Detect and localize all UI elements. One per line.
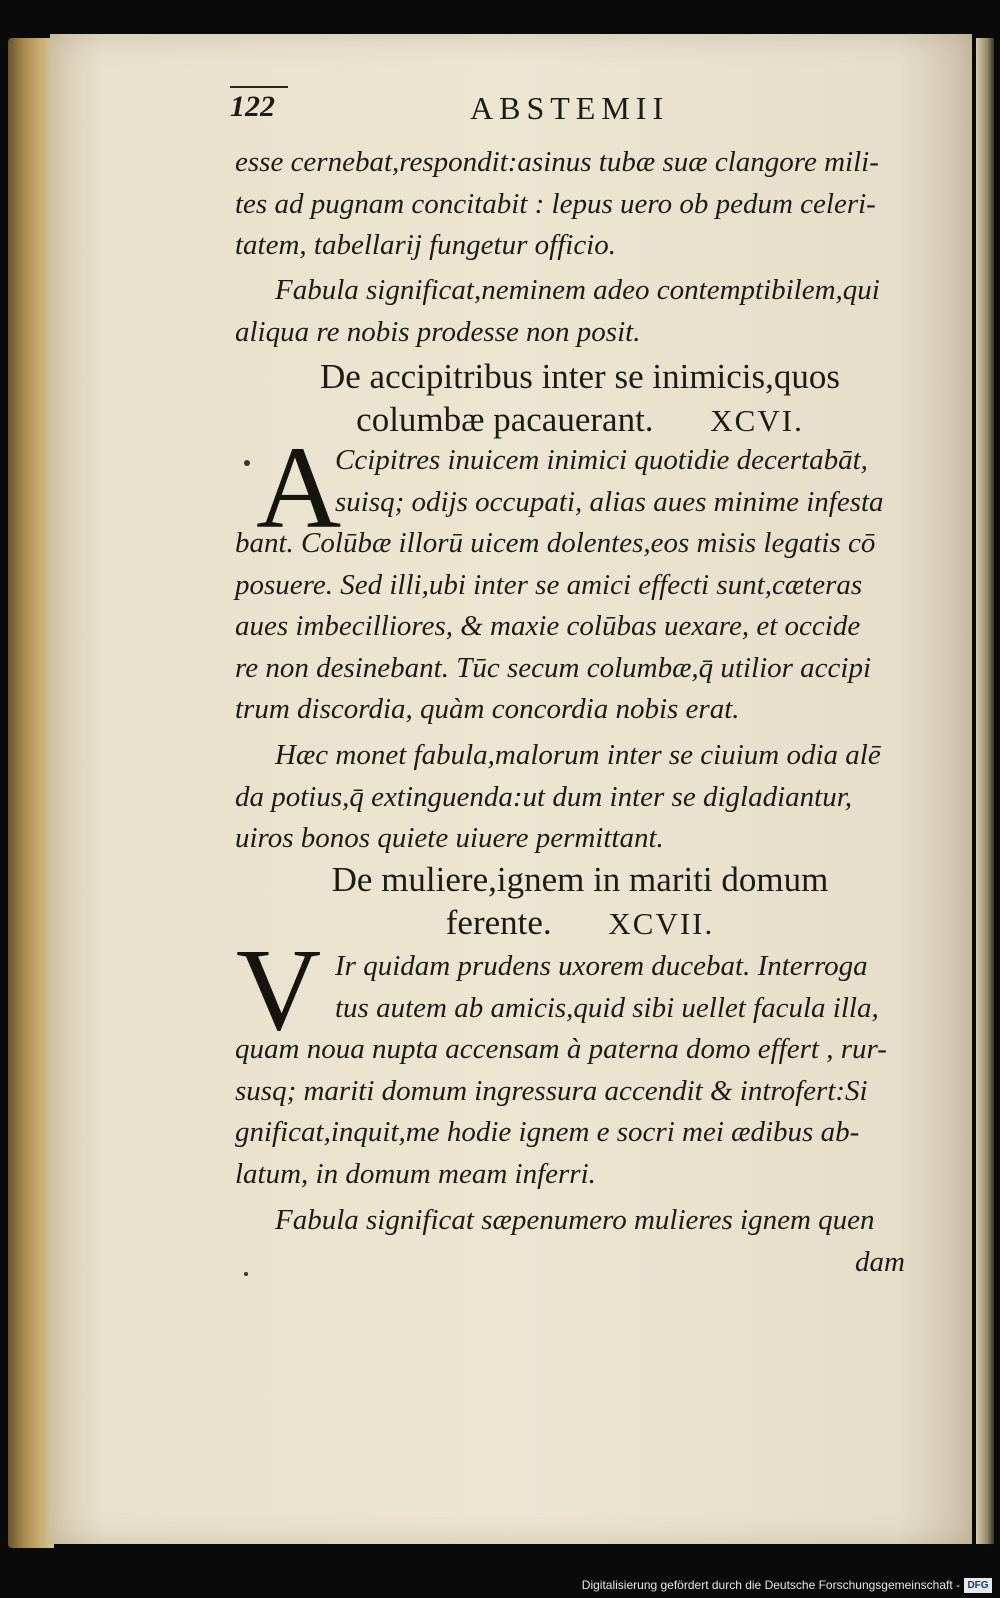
text-line: uiros bonos quiete uiuere permittant.	[235, 822, 664, 854]
page-stack-edge	[976, 38, 994, 1544]
page-number-rule	[230, 86, 288, 88]
footer-bar	[0, 1574, 1000, 1598]
text-line: Ccipitres inuicem inimici quotidie decertabāt,	[335, 444, 868, 476]
page-header	[230, 90, 950, 140]
fable-numeral: XCVII.	[608, 906, 715, 941]
running-title: ABSTEMII	[470, 90, 670, 126]
text-line: latum, in domum meam inferri.	[235, 1157, 596, 1190]
fable-97-moral	[235, 1200, 925, 1283]
dfg-logo: DFG	[964, 1578, 992, 1593]
fable-numeral: XCVI.	[710, 403, 804, 438]
text-line: posuere. Sed illi,ubi inter se amici effecti sunt,cæteras	[235, 568, 863, 601]
text-line: tatem, tabellarij fungetur officio.	[235, 229, 616, 261]
text-line: esse cernebat,respondit:asinus tubæ suæ clangore mili-	[235, 146, 879, 178]
text-line: aues imbecilliores, & maxie colūbas uexare, et occide	[235, 610, 861, 642]
fable-97-body	[235, 946, 925, 1195]
text-line: susq; mariti domum ingressura accendit & introfert:Si	[235, 1074, 868, 1107]
text-line: bant. Colūbæ illorū uicem dolentes,eos misis legatis cō	[235, 527, 876, 559]
text-line: suisq; odijs occupati, alias aues minime infesta	[335, 485, 884, 518]
book-spine-edge	[8, 38, 54, 1548]
text-line: aliqua re nobis prodesse non posit.	[235, 315, 641, 348]
drop-cap: V	[236, 924, 322, 1055]
catchword: dam	[855, 1245, 905, 1278]
fable-97-title	[230, 858, 930, 945]
text-line: Hæc monet fabula,malorum inter se ciuium odia alē	[275, 739, 881, 771]
fable-96-moral	[235, 735, 925, 860]
funding-credit: Digitalisierung gefördert durch die Deutsche Forschungsgemeinschaft -	[581, 1578, 960, 1592]
fable-title-line: columbæ pacauerant.	[356, 400, 654, 439]
text-line: tus autem ab amicis,quid sibi uellet facula illa,	[335, 991, 879, 1024]
text-line: da potius,q̄ extinguenda:ut dum inter se digladiantur,	[235, 780, 853, 813]
fable-title-line: De muliere,ignem in mariti domum	[331, 860, 829, 899]
text-line: Fabula significat sæpenumero mulieres ignem quen	[275, 1204, 875, 1236]
text-line: quam noua nupta accensam à paterna domo effert , rur-	[235, 1033, 887, 1065]
moral-paragraph-1	[235, 270, 925, 353]
text-line: Fabula significat,neminem adeo contemptibilem,qui	[275, 274, 880, 306]
text-line: tes ad pugnam concitabit : lepus uero ob pedum celeri-	[235, 187, 876, 220]
text-line: re non desinebant. Tūc secum columbæ,q̄ utilior accipi	[235, 651, 872, 684]
drop-cap: A	[256, 422, 342, 553]
text-line: gnificat,inquit,me hodie ignem e socri mei ædibus ab-	[235, 1116, 860, 1148]
fable-title-line: ferente.	[445, 903, 552, 942]
text-line: Ir quidam prudens uxorem ducebat. Interroga	[335, 950, 868, 982]
top-paragraph	[235, 142, 925, 267]
fable-title-line: De accipitribus inter se inimicis,quos	[319, 357, 841, 396]
text-line: trum discordia, quàm concordia nobis erat.	[235, 693, 740, 725]
fable-96-body	[235, 422, 925, 731]
page-number: 122	[230, 90, 275, 123]
margin-mark	[244, 1272, 248, 1276]
